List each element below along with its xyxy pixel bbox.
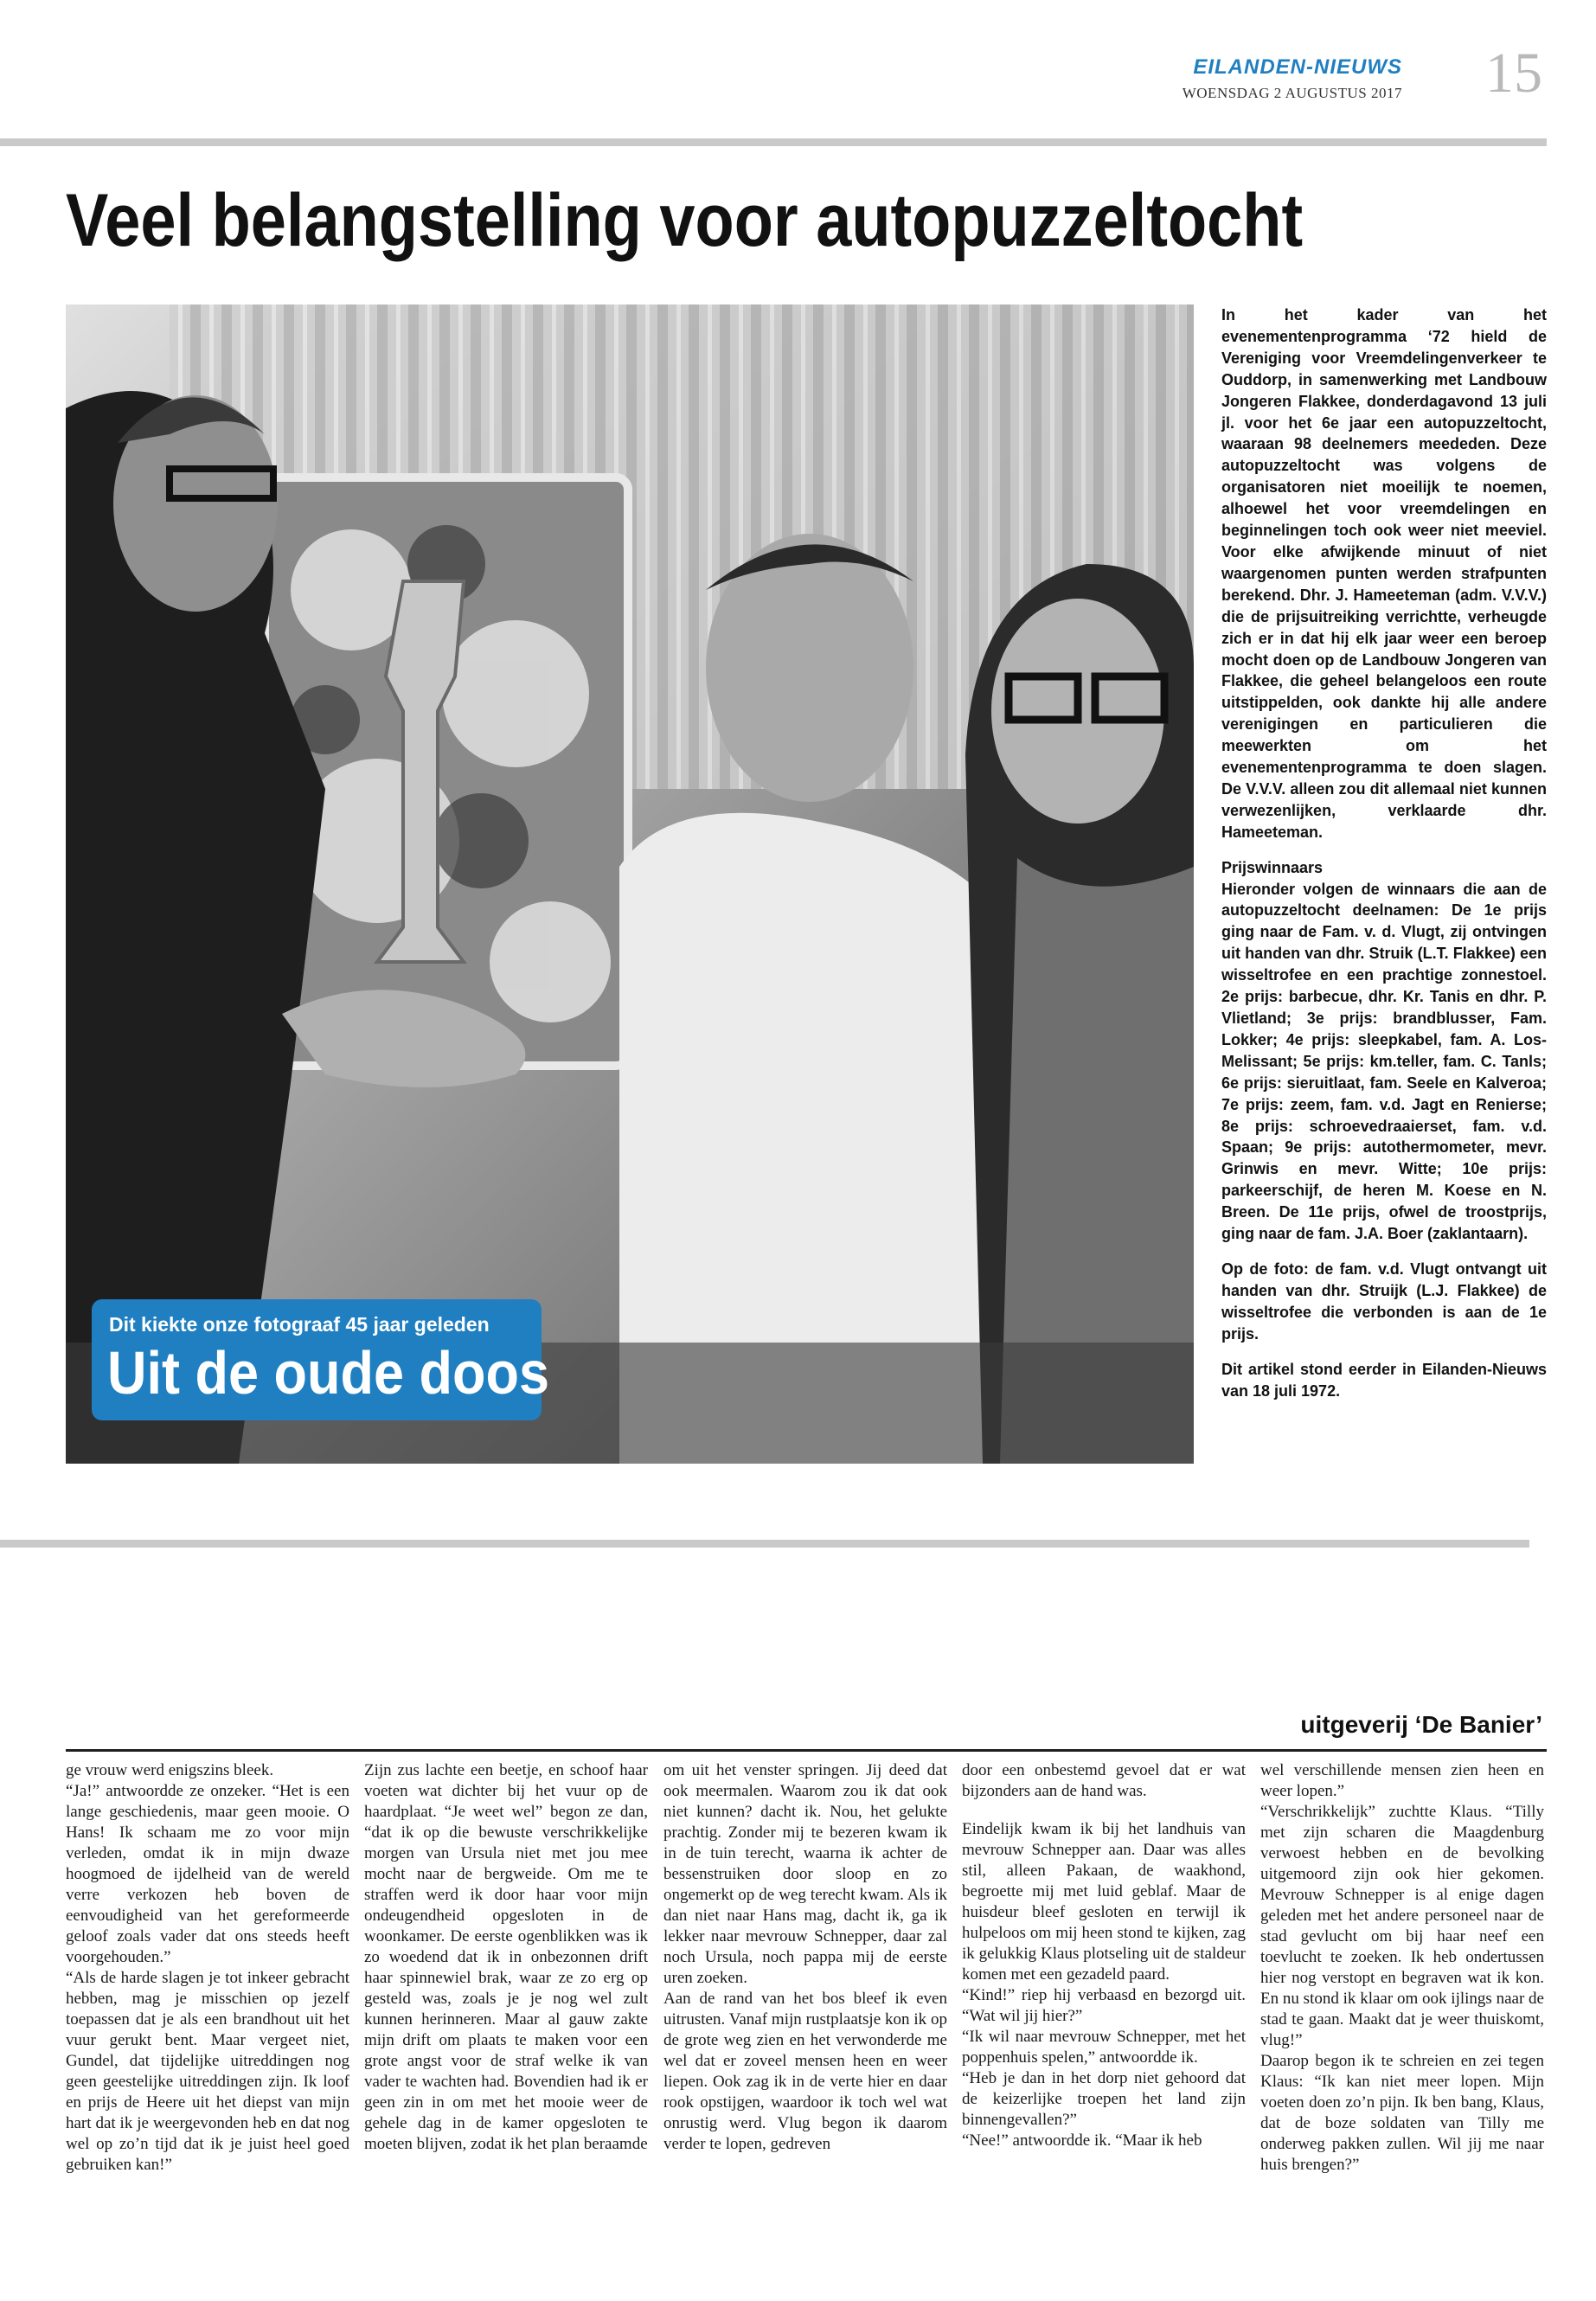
serial-column-1 <box>66 1760 349 2176</box>
article-intro: In het kader van het evenementenprogramma ‘72 hield de Vereniging voor Vreemdelingenverkeer te Ouddorp, in samenwerking met Landbouw Jongeren Flakkee, donderdagavond 13 juli jl. voor het 6e jaar een autopuzzeltocht, waaraan 98 deelnemers meededen. Deze autopuzzeltocht was volgens de organisatoren niet moeilijk te noemen, alhoewel het voor vreemdelingen en beginnelingen toch ook weer niet meeviel. Voor elke afwijkende minuut of niet waargenomen punten werden strafpunten berekend. Dhr. J. Hameeteman (adm. V.V.V.) die de prijsuitreiking verrichtte, verheugde zich er in dat hij elk jaar weer een beroep mocht doen op de Landbouw Jongeren van Flakkee, die geheel belangeloos een route uitstippelden, ook dankte hij alle andere verenigingen en particulieren die meewerkten om het evenementenprogramma te doen slagen. De V.V.V. alleen zou dit allemaal niet kunnen verwezenlijken, verklaarde dhr. Hameeteman. <box>1221 306 1547 841</box>
serial-column-5 <box>1260 1760 1544 2176</box>
paragraph: “Heb je dan in het dorp niet gehoord dat de keizerlijke troepen het land zijn binnengevallen?” <box>962 2069 1246 2129</box>
paragraph: “Ik wil naar mevrouw Schnepper, met het poppenhuis spelen,” antwoordde ik. <box>962 2028 1246 2067</box>
paragraph: “Ja!” antwoordde ze onzeker. “Het is een lange geschiedenis, maar geen mooie. O Hans! Ik schaam me zo voor mijn verleden, omdat ik in mijn dwaze hoogmoed de ijdelheid van de wereld verre verkozen heb boven de eenvoudigheid van het gereformeerde geloof zoals vader dat ons steeds heeft voorgehouden.” <box>66 1782 349 1966</box>
serial-column-4 <box>962 1760 1246 2151</box>
page-number: 15 <box>1485 42 1542 105</box>
badge-title: Uit de oude doos <box>107 1339 549 1407</box>
winners-text: Hieronder volgen de winnaars die aan de autopuzzeltocht deelnamen: De 1e prijs ging naar de Fam. v. d. Vlugt, zij ontvingen uit handen van dhr. Struik (L.T. Flakkee) een wisseltrofee en een prachtige zonnestoel. 2e prijs: barbecue, dhr. Kr. Tanis en dhr. P. Vlietland; 3e prijs: brandblusser, Fam. Lokker; 4e prijs: sleepkabel, fam. A. Los-Melissant; 5e prijs: km.teller, fam. C. Tanls; 6e prijs: sieruitlaat, fam. Seele en Kalveroa; 7e prijs: zeem, fam. v.d. Jagt en Renierse; 8e prijs: schroevedraaierset, fam. v.d. Spaan; 9e prijs: autothermometer, mevr. Grinwis en mevr. Witte; 10e prijs: parkeerschijf, de heren M. Koese en N. Breen. De 11e prijs, ofwel de troostprijs, ging naar de fam. J.A. Boer (zaklantaarn). <box>1221 880 1547 1243</box>
masthead <box>1183 57 1402 102</box>
paragraph: “Verschrikkelijk” zuchtte Klaus. “Tilly met zijn scharen die Maagdenburg verwoest hebben en de bevolking uitgemoord zijn ook hier gekomen. Mevrouw Schnepper is al enige dagen geleden met het andere personeel naar de stad gevlucht om bij haar neef een toevlucht te zoeken. Ik heb ondertussen hier nog verstopt en begraven wat ik kon. En nu stond ik klaar om ook ijlings naar de stad te gaan. Maakt dat je weer thuiskomt, vlug!” <box>1260 1803 1544 2049</box>
paragraph: “Kind!” riep hij verbaasd en bezorgd uit. “Wat wil jij hier?” <box>962 1986 1246 2025</box>
serial-rule <box>66 1749 1547 1752</box>
top-rule <box>0 138 1547 146</box>
winners-heading: Prijswinnaars <box>1221 858 1324 876</box>
historic-photo <box>66 304 1194 1464</box>
paragraph: wel verschillende mensen zien heen en weer lopen.” <box>1260 1761 1544 1800</box>
serial-column-2 <box>364 1760 648 2155</box>
source-note: Dit artikel stond eerder in Eilanden-Nieuws van 18 juli 1972. <box>1221 1360 1547 1400</box>
paragraph: “Als de harde slagen je tot inkeer gebracht hebben, mag je misschien op jezelf toepassen dat je als een brandhout uit het vuur gerukt bent. Maar vergeet niet, Gundel, dat tijdelijke uitreddingen nog geen geestelijke uitreddingen zijn. Ik loof en prijs de Heere uit het diepst van mijn hart dat ik je weergevonden heb en dat nog wel op zo’n tijd dat ik je juist heel goed gebruiken kan!” <box>66 1969 349 2174</box>
article-headline: Veel belangstelling voor autopuzzeltocht <box>66 179 1304 262</box>
paragraph: Daarop begon ik te schreien en zei tegen Klaus: “Ik kan niet meer lopen. Mijn voeten doen zo’n pijn. Ik ben bang, Klaus, dat de boze soldaten van Tilly me onderweg pakken zullen. Wil jij me naar huis brengen?” <box>1260 2052 1544 2174</box>
mid-rule <box>0 1540 1529 1548</box>
paragraph: om uit het venster springen. Jij deed dat ook meermalen. Waarom zou ik dat ook niet kunnen? dacht ik. Nou, het gelukte prachtig. Zonder mij te bezeren kwam ik in de tuin terecht, waarna ik achter de bessenstruiken door sloop en zo ongemerkt op de weg terecht kwam. Als ik dan niet naar Hans mag, dacht ik, ga ik lekker naar mevrouw Schnepper, daar zal noch Ursula, noch pappa mij de eerste uren zoeken. <box>663 1761 947 1987</box>
newspaper-name: EILANDEN-NIEUWS <box>1193 55 1402 79</box>
paragraph: ge vrouw werd enigszins bleek. <box>66 1761 274 1779</box>
archive-badge <box>92 1299 549 1420</box>
photo-illustration <box>66 304 1194 1464</box>
issue-date: WOENSDAG 2 AUGUSTUS 2017 <box>1182 85 1402 101</box>
paragraph: Aan de rand van het bos bleef ik even uitrusten. Vanaf mijn rustplaatsje kon ik op de grote weg zien en het verwonderde me wel dat er zoveel mensen heen en weer liepen. Ook zag ik in de verte hier en daar rook opstijgen, waardoor ik toch wel wat onrustig werd. Vlug begon ik daarom verder te lopen, gedreven <box>663 1990 947 2153</box>
paragraph: door een onbestemd gevoel dat er wat bijzonders aan de hand was. <box>962 1761 1246 1800</box>
badge-kicker: Dit kiekte onze fotograaf 45 jaar geleden <box>109 1313 490 1336</box>
paragraph: “Nee!” antwoordde ik. “Maar ik heb <box>962 2131 1202 2150</box>
paragraph: Eindelijk kwam ik bij het landhuis van mevrouw Schnepper aan. Daar was alles stil, alleen Pakaan, de waakhond, begroette mij met luid geblaf. Maar de huisdeur bleef gesloten en terwijl ik hulpeloos om mij heen stond te kijken, zag ik gelukkig Klaus plotseling uit de staldeur komen met een gezadeld paard. <box>962 1820 1246 1984</box>
article-sidebar <box>1221 304 1547 1401</box>
serial-column-3 <box>663 1760 947 2155</box>
photo-caption: Op de foto: de fam. v.d. Vlugt ontvangt uit handen van dhr. Struijk (L.J. Flakkee) de wisseltrofee die verbonden is aan de 1e prijs. <box>1221 1259 1547 1343</box>
paragraph: Zijn zus lachte een beetje, en schoof haar voeten wat dichter bij het vuur op de haardplaat. “Je weet wel” begon ze dan, “dat ik op die bewuste verschrikkelijke morgen van Ursula niet met jou mee mocht naar de bergweide. Om me te straffen werd ik door haar voor mijn ondeugendheid opgesloten in de woonkamer. De eerste ogenblikken was ik zo woedend dat ik in onbezonnen drift haar spinnewiel brak, waar ze zo erg op gesteld was, zoals je je nog wel zult kunnen herinneren. Maar al gauw zakte mijn drift om plaats te maken voor een grote angst voor de straf welke ik van vader te wachten had. Bovendien had ik er geen zin in om met het mooie weer de gehele dag in de kamer opgesloten te moeten blijven, zodat ik het plan beraamde <box>364 1761 648 2153</box>
serial-publisher: uitgeverij ‘De Banier’ <box>1300 1711 1542 1738</box>
